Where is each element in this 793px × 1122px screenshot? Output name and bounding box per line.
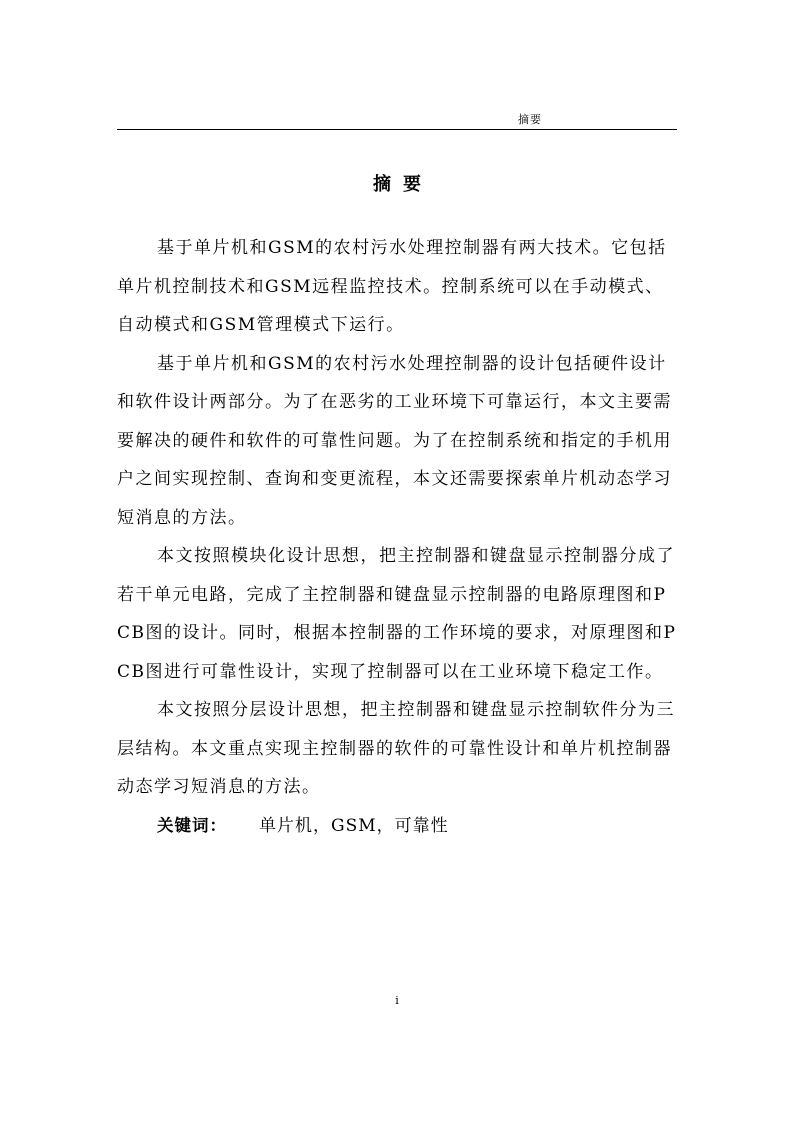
abstract-body xyxy=(117,229,679,845)
keywords-value: 单片机，GSM，可靠性 xyxy=(259,815,449,836)
abstract-paragraph-4: 本文按照分层设计思想，把主控制器和键盘显示控制软件分为三层结构。本文重点实现主控制器的软件的可靠性设计和单片机控制器动态学习短消息的方法。 xyxy=(117,700,675,797)
keywords-label: 关键词： xyxy=(157,815,227,835)
running-header: 摘要 xyxy=(518,113,542,126)
abstract-paragraph-2: 基于单片机和GSM的农村污水处理控制器的设计包括硬件设计和软件设计两部分。为了在恶劣的工业环境下可靠运行，本文主要需要解决的硬件和软件的可靠性问题。为了在控制系统和指定的手机用户之间实现控制、查询和变更流程，本文还需要探索单片机动态学习短消息的方法。 xyxy=(117,353,672,528)
header-rule xyxy=(117,129,677,130)
keywords-line xyxy=(117,807,679,846)
abstract-paragraph-3: 本文按照模块化设计思想，把主控制器和键盘显示控制器分成了若干单元电路，完成了主控制器和键盘显示控制器的电路原理图和PCB图的设计。同时，根据本控制器的工作环境的要求，对原理图和PCB图进行可靠性设计，实现了控制器可以在工业环境下稳定工作。 xyxy=(117,546,677,682)
abstract-title: 摘要 xyxy=(373,174,433,195)
page-number: i xyxy=(395,994,399,1007)
abstract-paragraph-1: 基于单片机和GSM的农村污水处理控制器有两大技术。它包括单片机控制技术和GSM远程监控技术。控制系统可以在手动模式、自动模式和GSM管理模式下运行。 xyxy=(117,238,667,335)
